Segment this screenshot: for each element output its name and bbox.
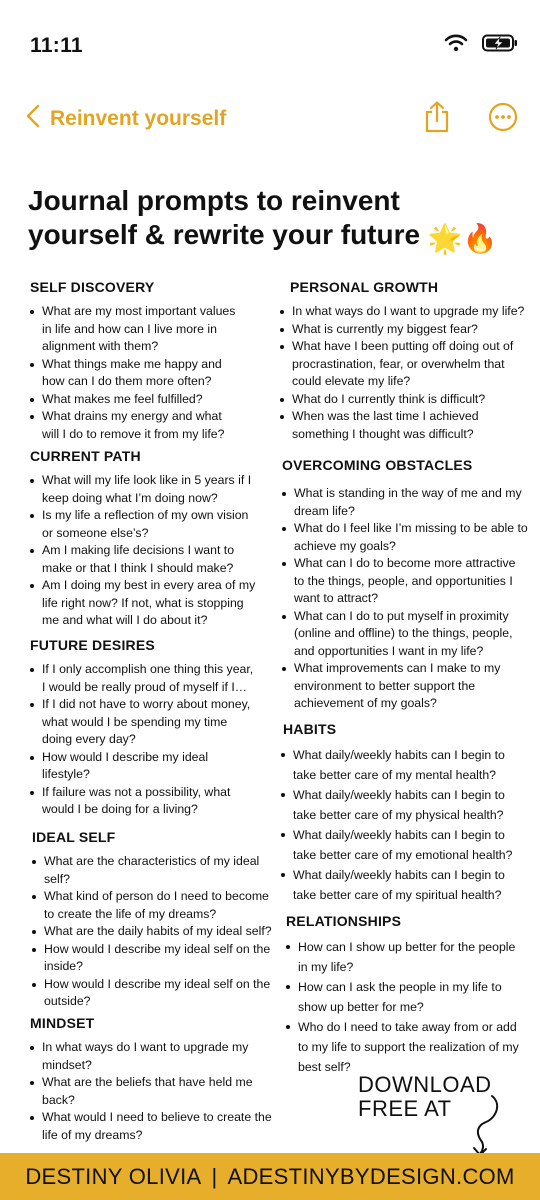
chevron-left-icon: [26, 104, 40, 133]
footer-separator: |: [211, 1163, 218, 1189]
prompt-item: [280, 408, 538, 443]
prompt-line: What drains my energy and what: [42, 409, 222, 423]
back-label: Reinvent yourself: [50, 106, 227, 130]
prompt-line: dream life?: [294, 503, 355, 518]
prompt-item: [281, 825, 537, 865]
prompt-item: [30, 749, 280, 784]
prompt-list: [286, 937, 538, 1077]
prompt-line: something I thought was difficult?: [292, 426, 474, 441]
prompt-line: self?: [44, 871, 70, 886]
prompt-line: What can I do to become more attractive: [294, 556, 516, 570]
prompt-line: environment to better support the: [294, 678, 476, 693]
prompt-line: want to attract?: [294, 591, 379, 605]
prompt-line: would I be doing for a living?: [42, 802, 198, 816]
back-button[interactable]: [26, 104, 226, 133]
prompt-list: [30, 303, 280, 443]
section-heading: MINDSET: [30, 1015, 95, 1031]
more-icon: [488, 119, 518, 136]
section-ideal-self: [32, 829, 282, 1011]
share-button[interactable]: [422, 100, 452, 139]
prompt-item: [280, 391, 538, 409]
prompt-line: take better care of my emotional health?: [293, 848, 513, 862]
prompt-line: I would be really proud of myself if I…: [42, 679, 248, 694]
title-line-1: Journal prompts to reinvent: [28, 185, 400, 216]
prompt-line: keep doing what I’m doing now?: [42, 490, 218, 505]
prompt-line: take better care of my physical health?: [293, 808, 504, 822]
prompt-line: What do I feel like I’m missing to be able to: [294, 521, 528, 535]
prompt-item: [30, 391, 280, 409]
nav-bar: [0, 100, 540, 146]
prompt-line: Is my life a reflection of my own vision: [42, 508, 249, 522]
prompt-line: If I only accomplish one thing this year,: [42, 662, 254, 676]
prompt-line: Am I doing my best in every area of my: [42, 578, 256, 592]
prompt-line: What would I need to believe to create the: [42, 1110, 272, 1124]
section-heading: OVERCOMING OBSTACLES: [282, 457, 473, 473]
prompt-item: [282, 608, 538, 661]
prompt-line: What will my life look like in 5 years if I: [42, 473, 252, 487]
prompt-item: [30, 696, 280, 749]
prompt-item: [282, 520, 538, 555]
prompt-line: to my life to support the realization of my: [298, 1040, 519, 1054]
prompt-line: In what ways do I want to upgrade my: [42, 1040, 249, 1054]
section-heading: HABITS: [283, 721, 337, 737]
prompt-line: achievement of my goals?: [294, 696, 437, 710]
prompt-line: What is currently my biggest fear?: [292, 321, 478, 336]
prompt-line: What daily/weekly habits can I begin to: [293, 788, 505, 802]
prompt-item: [32, 888, 282, 923]
prompt-list: [32, 853, 282, 1011]
prompt-line: life right now? If not, what is stopping: [42, 595, 244, 610]
section-relationships: [286, 913, 538, 1077]
prompt-line: How would I describe my ideal: [42, 749, 209, 764]
section-future-desires: [30, 637, 280, 819]
prompt-item: [280, 338, 538, 391]
battery-charging-icon: [482, 34, 518, 57]
prompt-line: What do I currently think is difficult?: [292, 391, 486, 406]
prompt-line: In what ways do I want to upgrade my life?: [292, 304, 525, 318]
prompt-line: in my life?: [298, 960, 354, 974]
status-icons: [444, 34, 518, 57]
section-mindset: [30, 1015, 280, 1144]
prompt-line: What daily/weekly habits can I begin to: [293, 748, 505, 762]
prompt-line: take better care of my mental health?: [293, 768, 497, 782]
prompt-line: life of my dreams?: [42, 1127, 143, 1142]
section-personal-growth: [280, 279, 538, 443]
prompt-item: [286, 1017, 538, 1077]
prompt-line: how can I do them more often?: [42, 374, 212, 388]
section-heading: RELATIONSHIPS: [286, 913, 402, 929]
prompt-line: What kind of person do I need to become: [44, 889, 269, 903]
prompt-line: How would I describe my ideal self on the: [44, 941, 271, 956]
star-fire-emoji: 🌟🔥: [427, 223, 498, 254]
prompt-item: [30, 661, 280, 696]
section-overcoming-obstacles: [282, 457, 538, 713]
prompt-line: What are the characteristics of my ideal: [44, 854, 260, 868]
prompt-line: What have I been putting off doing out of: [292, 339, 514, 353]
download-line-2: FREE AT: [358, 1096, 452, 1121]
prompt-line: inside?: [44, 959, 83, 973]
prompt-item: [30, 1039, 280, 1074]
section-habits: [281, 721, 537, 905]
prompt-line: Who do I need to take away from or add: [298, 1020, 517, 1034]
prompt-line: to create the life of my dreams?: [44, 906, 217, 921]
prompt-line: What can I do to put myself in proximity: [294, 608, 509, 623]
prompt-line: How would I describe my ideal self on the: [44, 976, 271, 991]
prompt-item: [282, 660, 538, 713]
prompt-line: What daily/weekly habits can I begin to: [293, 828, 505, 842]
footer-website-link[interactable]: ADESTINYBYDESIGN.COM: [227, 1163, 515, 1189]
prompt-line: What daily/weekly habits can I begin to: [293, 868, 505, 882]
share-icon: [422, 121, 452, 138]
prompt-item: [32, 853, 282, 888]
footer-author: DESTINY OLIVIA: [25, 1163, 202, 1189]
prompt-line: procrastination, fear, or overwhelm that: [292, 356, 505, 371]
prompt-line: to the things, people, and opportunities I: [294, 573, 513, 588]
prompt-item: [30, 356, 280, 391]
prompt-line: What improvements can I make to my: [294, 661, 501, 675]
prompt-item: [282, 485, 538, 520]
prompt-line: could elevate my life?: [292, 374, 411, 388]
prompt-line: What are the daily habits of my ideal self?: [44, 924, 272, 938]
prompt-line: back?: [42, 1092, 75, 1107]
title-line-2: [28, 218, 528, 256]
prompt-line: What is standing in the way of me and my: [294, 486, 522, 500]
prompt-item: [280, 321, 538, 339]
prompt-item: [30, 542, 280, 577]
prompt-line: How can I show up better for the people: [298, 940, 516, 954]
prompt-list: [280, 303, 538, 443]
section-heading: CURRENT PATH: [30, 448, 141, 464]
section-heading: FUTURE DESIRES: [30, 637, 155, 653]
prompt-line: (online and offline) to the things, people,: [294, 626, 513, 640]
prompt-item: [282, 555, 538, 608]
section-self-discovery: [30, 279, 280, 443]
prompt-item: [30, 408, 280, 443]
prompt-line: me and what will I do about it?: [42, 613, 208, 627]
prompt-line: When was the last time I achieved: [292, 409, 479, 423]
prompt-line: What are my most important values: [42, 304, 236, 318]
more-button[interactable]: [488, 102, 518, 137]
prompt-line: or someone else’s?: [42, 525, 149, 540]
prompt-line: alignment with them?: [42, 339, 159, 353]
prompt-line: What makes me feel fulfilled?: [42, 391, 203, 406]
prompt-item: [30, 784, 280, 819]
prompt-item: [30, 1109, 280, 1144]
prompt-line: If I did not have to worry about money,: [42, 697, 251, 711]
prompt-item: [30, 472, 280, 507]
prompt-item: [32, 941, 282, 976]
prompt-line: What are the beliefs that have held me: [42, 1075, 253, 1089]
prompt-item: [30, 303, 280, 356]
wifi-icon: [444, 34, 468, 57]
prompt-item: [286, 977, 538, 1017]
section-heading: SELF DISCOVERY: [30, 279, 155, 295]
prompt-item: [32, 923, 282, 941]
prompt-list: [30, 1039, 280, 1144]
prompt-line: show up better for me?: [298, 1000, 424, 1014]
prompt-line: in life and how can I live more in: [42, 321, 217, 336]
prompt-item: [281, 785, 537, 825]
prompt-list: [30, 472, 280, 630]
footer-banner: [0, 1153, 540, 1200]
prompt-line: lifestyle?: [42, 767, 90, 781]
section-current-path: [30, 448, 280, 630]
section-heading: IDEAL SELF: [32, 829, 116, 845]
prompt-line: and opportunities I want in my life?: [294, 643, 484, 658]
prompt-line: make or that I think I should make?: [42, 560, 234, 575]
prompt-item: [30, 577, 280, 630]
prompt-line: best self?: [298, 1060, 351, 1074]
prompt-item: [281, 745, 537, 785]
download-line-1: DOWNLOAD: [358, 1072, 492, 1097]
prompt-line: How can I ask the people in my life to: [298, 980, 502, 994]
prompt-line: take better care of my spiritual health?: [293, 888, 502, 902]
prompt-list: [281, 745, 537, 905]
prompt-line: achieve my goals?: [294, 538, 396, 553]
prompt-item: [30, 1074, 280, 1109]
section-heading: PERSONAL GROWTH: [290, 279, 439, 295]
prompt-item: [286, 937, 538, 977]
status-time: 11:11: [30, 34, 83, 57]
prompt-list: [30, 661, 280, 819]
prompt-item: [280, 303, 538, 321]
prompt-list: [282, 485, 538, 713]
status-bar: [0, 0, 540, 90]
prompt-line: Am I making life decisions I want to: [42, 543, 235, 557]
page-title: [28, 184, 528, 256]
prompt-line: If failure was not a possibility, what: [42, 784, 231, 799]
prompt-line: mindset?: [42, 1057, 92, 1072]
prompt-line: outside?: [44, 994, 91, 1008]
prompt-item: [30, 507, 280, 542]
prompt-line: what would I be spending my time: [42, 714, 228, 729]
prompt-line: will I do to remove it from my life?: [42, 426, 225, 441]
prompt-item: [32, 976, 282, 1011]
prompt-line: What things make me happy and: [42, 356, 222, 371]
title-line-2-text: yourself & rewrite your future: [28, 219, 421, 250]
prompt-line: doing every day?: [42, 732, 136, 746]
prompt-item: [281, 865, 537, 905]
